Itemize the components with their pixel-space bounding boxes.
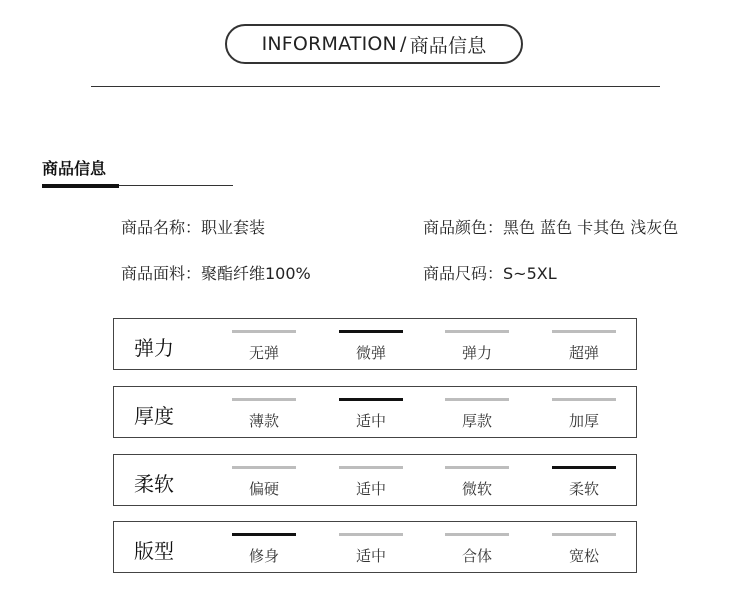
rating-label: 弹力	[134, 336, 174, 360]
rating-bar	[232, 533, 296, 536]
rating-bar	[445, 398, 509, 401]
rating-bar	[232, 466, 296, 469]
rating-option	[552, 319, 616, 371]
rating-option	[339, 387, 403, 439]
info-product-name: 商品名称：职业套装	[121, 218, 266, 237]
rating-option-label: 加厚	[568, 412, 599, 430]
rating-option	[445, 387, 509, 439]
rating-option	[232, 522, 296, 574]
section-title: 商品信息	[42, 159, 107, 178]
rating-option	[339, 455, 403, 507]
rating-option	[232, 387, 296, 439]
section-title-underline-accent	[42, 184, 119, 188]
rating-option	[552, 455, 616, 507]
rating-row-thickness	[113, 386, 637, 438]
rating-option-label: 微弹	[355, 344, 386, 362]
rating-bar	[339, 466, 403, 469]
rating-option-label: 适中	[355, 547, 386, 565]
rating-bar	[445, 533, 509, 536]
rating-option-label: 适中	[355, 480, 386, 498]
rating-option	[445, 455, 509, 507]
rating-option-label: 微软	[461, 480, 492, 498]
rating-option	[232, 319, 296, 371]
rating-label: 版型	[134, 539, 174, 563]
rating-bar	[445, 330, 509, 333]
rating-option-label: 偏硬	[248, 480, 279, 498]
rating-bar	[552, 398, 616, 401]
rating-option-label: 修身	[248, 547, 279, 565]
rating-option	[552, 387, 616, 439]
rating-option	[339, 522, 403, 574]
rating-option	[445, 522, 509, 574]
rating-bar	[339, 330, 403, 333]
rating-bar	[552, 466, 616, 469]
rating-bar	[339, 398, 403, 401]
rating-option-label: 超弹	[568, 344, 599, 362]
rating-row-softness	[113, 454, 637, 506]
rating-option-label: 合体	[461, 547, 492, 565]
rating-option-label: 薄款	[248, 412, 279, 430]
rating-option-label: 无弹	[248, 344, 279, 362]
rating-option-label: 宽松	[568, 547, 599, 565]
rating-option	[339, 319, 403, 371]
rating-option	[445, 319, 509, 371]
rating-row-fit	[113, 521, 637, 573]
rating-row-elasticity	[113, 318, 637, 370]
header-separator: /	[399, 33, 407, 55]
rating-bar	[445, 466, 509, 469]
header-chinese: 商品信息	[409, 34, 487, 57]
rating-bar	[232, 330, 296, 333]
rating-option	[232, 455, 296, 507]
rating-bar	[552, 330, 616, 333]
rating-option	[552, 522, 616, 574]
rating-bar	[339, 533, 403, 536]
rating-bar	[552, 533, 616, 536]
header-english: INFORMATION	[261, 33, 397, 55]
rating-option-label: 弹力	[461, 344, 492, 362]
rating-option-label: 柔软	[568, 480, 599, 498]
rating-option-label: 适中	[355, 412, 386, 430]
rating-label: 厚度	[134, 404, 174, 428]
rating-option-label: 厚款	[461, 412, 492, 430]
rating-label: 柔软	[134, 472, 174, 496]
rating-bar	[232, 398, 296, 401]
info-product-color: 商品颜色：黑色 蓝色 卡其色 浅灰色	[423, 218, 679, 237]
info-product-fabric: 商品面料：聚酯纤维100%	[121, 264, 311, 283]
header-pill	[225, 24, 523, 64]
header-divider	[91, 86, 660, 87]
info-product-size: 商品尺码：S~5XL	[423, 264, 557, 283]
